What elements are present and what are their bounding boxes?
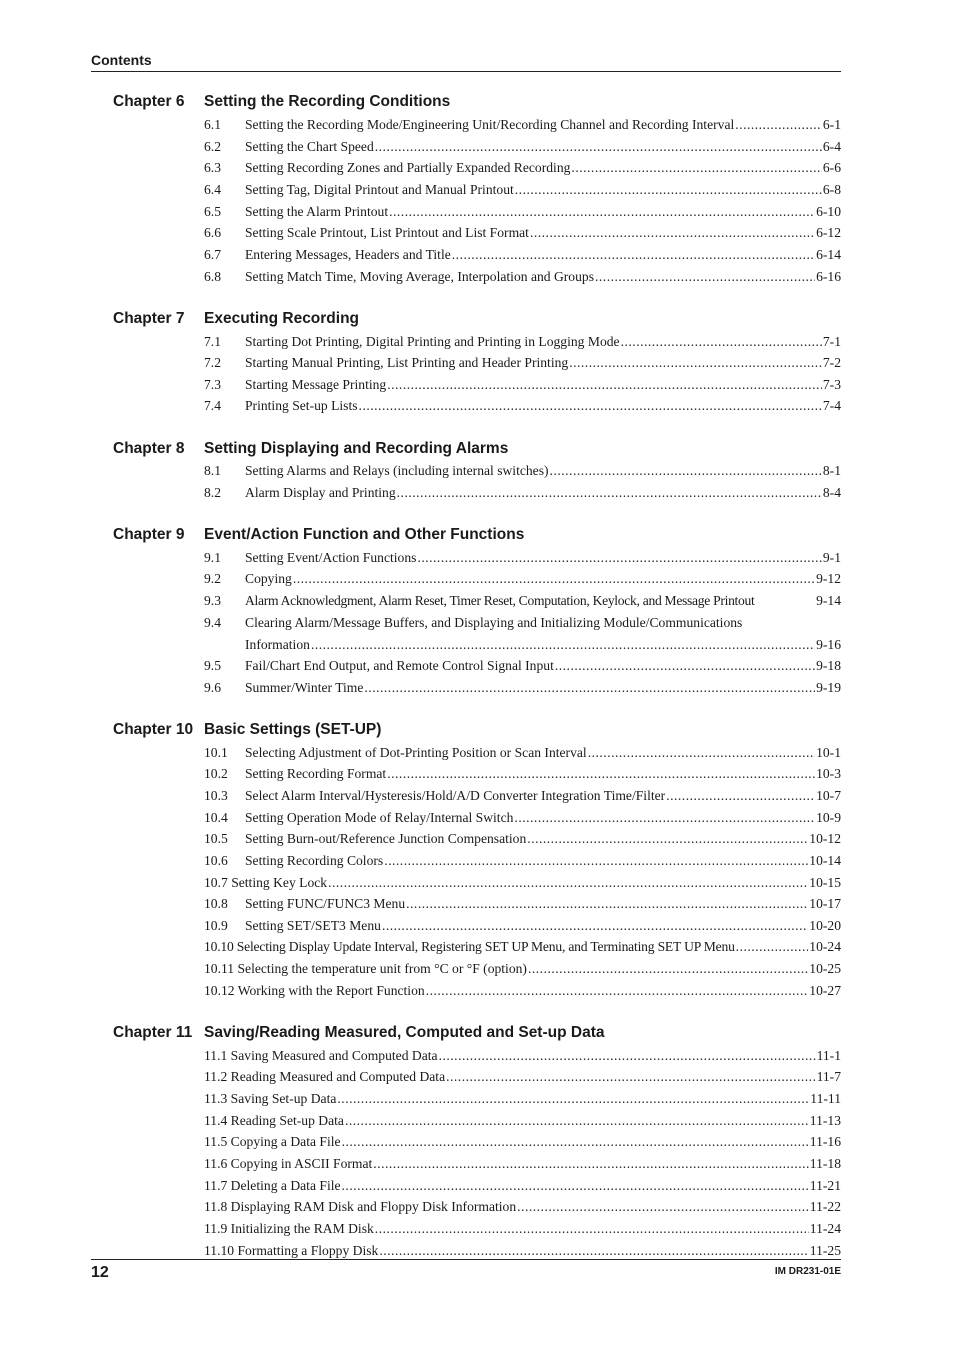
- toc-entry[interactable]: [204, 1134, 841, 1156]
- chapter-heading: [113, 310, 841, 328]
- entry-title: Setting Tag, Digital Printout and Manual Printout: [245, 182, 514, 197]
- chapter-label: Chapter 7: [113, 310, 185, 327]
- entry-title: Fail/Chart End Output, and Remote Control Signal Input: [245, 658, 554, 673]
- entry-title: Setting SET/SET3 Menu: [245, 918, 381, 933]
- dot-leader: [375, 1221, 809, 1237]
- entry-title: Setting FUNC/FUNC3 Menu: [245, 896, 406, 911]
- entry-title: Alarm Acknowledgment, Alarm Reset, Timer Reset, Computation, Keylock, and Message Printout: [245, 593, 755, 608]
- dot-leader: [569, 355, 822, 371]
- entry-title: Setting the Alarm Printout: [245, 204, 389, 219]
- chapter-title: Saving/Reading Measured, Computed and Set-up Data: [204, 1024, 605, 1041]
- chapter-heading: [113, 526, 841, 544]
- entry-title: Information: [245, 637, 310, 652]
- entry-title: 11.10 Formatting a Floppy Disk: [204, 1243, 379, 1258]
- dot-leader: [515, 182, 822, 198]
- toc-entry[interactable]: [204, 745, 841, 767]
- entry-title: Clearing Alarm/Message Buffers, and Displaying and Initializing Module/Communications: [245, 615, 743, 630]
- page-header-title: Contents: [91, 52, 152, 68]
- dot-leader: [342, 1178, 809, 1194]
- entry-page: 11-22: [809, 1199, 841, 1214]
- entry-title: 10.11 Selecting the temperature unit from °C or °F (option): [204, 961, 527, 976]
- entry-page: 10-20: [809, 918, 841, 933]
- toc-entry[interactable]: [204, 485, 841, 507]
- entry-number: 6.3: [204, 160, 221, 175]
- dot-leader: [389, 204, 815, 220]
- entry-page: 6-8: [822, 182, 841, 197]
- entry-page: 10-17: [809, 896, 841, 911]
- toc-entry[interactable]: [204, 334, 841, 356]
- entry-title: 10.10 Selecting Display Update Interval, Registering SET UP Menu, and Terminating SET UP Menu: [204, 939, 735, 954]
- entry-title: 11.3 Saving Set-up Data: [204, 1091, 337, 1106]
- dot-leader: [342, 1134, 809, 1150]
- dot-leader: [387, 766, 815, 782]
- dot-leader: [293, 571, 815, 587]
- entry-title: Setting Recording Colors: [245, 853, 384, 868]
- entry-page: 6-10: [816, 204, 841, 219]
- header-divider: [91, 71, 841, 72]
- entry-page: 6-12: [816, 225, 841, 240]
- toc-entry[interactable]: [204, 139, 841, 161]
- entry-number: 7.1: [204, 334, 221, 349]
- toc-entry[interactable]: [204, 1199, 841, 1221]
- entry-number: 10.8: [204, 896, 228, 911]
- entry-page: 10-14: [809, 853, 841, 868]
- toc-entry[interactable]: [204, 571, 841, 593]
- toc-entry[interactable]: [204, 853, 841, 875]
- entry-page: 11-13: [809, 1113, 841, 1128]
- dot-leader: [375, 139, 822, 155]
- entry-page: 11-18: [809, 1156, 841, 1171]
- entry-page: 11-1: [816, 1048, 841, 1063]
- toc-entry[interactable]: [204, 1178, 841, 1200]
- entry-page: 10-1: [816, 745, 841, 760]
- toc-entry[interactable]: [204, 658, 841, 680]
- entry-title: 11.2 Reading Measured and Computed Data: [204, 1069, 446, 1084]
- entry-title: Copying: [245, 571, 292, 586]
- dot-leader: [666, 788, 815, 804]
- entry-title: Entering Messages, Headers and Title: [245, 247, 451, 262]
- entry-title: Select Alarm Interval/Hysteresis/Hold/A/D Converter Integration Time/Filter: [245, 788, 666, 803]
- entry-number: 10.5: [204, 831, 228, 846]
- dot-leader: [517, 1199, 809, 1215]
- entry-page: 10-12: [809, 831, 841, 846]
- entry-number: 6.6: [204, 225, 221, 240]
- dot-leader: [345, 1113, 809, 1129]
- entry-page: 9-1: [822, 550, 841, 565]
- entry-page: 8-1: [822, 463, 841, 478]
- chapter-heading: [113, 93, 841, 111]
- entry-page: 8-4: [822, 485, 841, 500]
- toc-entry[interactable]: [204, 637, 841, 659]
- entry-page: 6-6: [822, 160, 841, 175]
- entry-number: 9.1: [204, 550, 221, 565]
- entry-page: 11-25: [809, 1243, 841, 1258]
- dot-leader: [382, 918, 808, 934]
- dot-leader: [530, 225, 815, 241]
- toc-entry[interactable]: [204, 961, 841, 983]
- entry-title: Printing Set-up Lists: [245, 398, 358, 413]
- page-number: 12: [91, 1264, 109, 1281]
- entry-number: 10.4: [204, 810, 228, 825]
- dot-leader: [379, 1243, 808, 1259]
- dot-leader: [328, 875, 808, 891]
- toc-entry[interactable]: [204, 615, 841, 637]
- toc-entry[interactable]: [204, 918, 841, 940]
- entry-page: 7-1: [822, 334, 841, 349]
- toc-entry[interactable]: [204, 875, 841, 897]
- dot-leader: [528, 961, 808, 977]
- entry-title: 11.9 Initializing the RAM Disk: [204, 1221, 374, 1236]
- entry-title: Setting Burn-out/Reference Junction Compensation: [245, 831, 527, 846]
- toc-entry[interactable]: [204, 1091, 841, 1113]
- chapter-title: Basic Settings (SET-UP): [204, 721, 382, 738]
- entry-title: 11.7 Deleting a Data File: [204, 1178, 341, 1193]
- entry-page: 10-3: [816, 766, 841, 781]
- entry-title: Starting Manual Printing, List Printing and Header Printing: [245, 355, 569, 370]
- toc-entry[interactable]: [204, 1221, 841, 1243]
- entry-page: 11-21: [809, 1178, 841, 1193]
- toc-entry[interactable]: [204, 377, 841, 399]
- dot-leader: [397, 485, 822, 501]
- chapter-title: Setting Displaying and Recording Alarms: [204, 440, 509, 457]
- dot-leader: [384, 853, 808, 869]
- dot-leader: [555, 658, 815, 674]
- entry-title: Setting Recording Zones and Partially Expanded Recording: [245, 160, 571, 175]
- entry-page: 9-19: [816, 680, 841, 695]
- toc-entry[interactable]: [204, 1113, 841, 1135]
- entry-number: 10.2: [204, 766, 228, 781]
- toc-entry[interactable]: [204, 463, 841, 485]
- entry-number: 9.2: [204, 571, 221, 586]
- entry-title: Starting Message Printing: [245, 377, 387, 392]
- toc-entry[interactable]: [204, 204, 841, 226]
- toc-entry[interactable]: [204, 1048, 841, 1070]
- entry-title: Setting Alarms and Relays (including internal switches): [245, 463, 549, 478]
- entry-title: Setting Match Time, Moving Average, Interpolation and Groups: [245, 269, 594, 284]
- entry-number: 6.2: [204, 139, 221, 154]
- toc-entry[interactable]: [204, 896, 841, 918]
- entry-title: Selecting Adjustment of Dot-Printing Position or Scan Interval: [245, 745, 587, 760]
- entry-title: Setting Recording Format: [245, 766, 387, 781]
- entry-number: 10.9: [204, 918, 228, 933]
- toc-entry[interactable]: [204, 1156, 841, 1178]
- dot-leader: [439, 1048, 816, 1064]
- entry-title: Summer/Winter Time: [245, 680, 364, 695]
- entry-page: 10-25: [809, 961, 841, 976]
- entry-number: 8.2: [204, 485, 221, 500]
- chapter-title: Event/Action Function and Other Functions: [204, 526, 525, 543]
- toc-entry[interactable]: [204, 1069, 841, 1091]
- dot-leader: [595, 269, 815, 285]
- entry-number: 7.4: [204, 398, 221, 413]
- chapter-heading: [113, 440, 841, 458]
- toc-entry[interactable]: [204, 398, 841, 420]
- entry-number: 6.5: [204, 204, 221, 219]
- chapter-title: Executing Recording: [204, 310, 360, 327]
- dot-leader: [426, 983, 809, 999]
- dot-leader: [359, 398, 822, 414]
- entry-number: 6.8: [204, 269, 221, 284]
- entry-number: 9.5: [204, 658, 221, 673]
- chapter-label: Chapter 10: [113, 721, 194, 738]
- toc-entry[interactable]: [204, 355, 841, 377]
- entry-page: 10-24: [809, 939, 841, 954]
- dot-leader: [736, 939, 809, 955]
- entry-page: 10-7: [816, 788, 841, 803]
- dot-leader: [417, 550, 821, 566]
- toc-entry[interactable]: [204, 766, 841, 788]
- entry-page: 6-4: [822, 139, 841, 154]
- chapter-label: Chapter 6: [113, 93, 185, 110]
- entry-page: 9-16: [816, 637, 841, 652]
- toc-entry[interactable]: [204, 225, 841, 247]
- entry-page: 7-4: [822, 398, 841, 413]
- toc-entry[interactable]: [204, 1243, 841, 1265]
- entry-page: 11-11: [810, 1091, 841, 1106]
- entry-number: 10.3: [204, 788, 228, 803]
- entry-page: 6-16: [816, 269, 841, 284]
- toc-entry[interactable]: [204, 810, 841, 832]
- entry-page: 10-15: [809, 875, 841, 890]
- entry-page: 11-7: [816, 1069, 841, 1084]
- entry-number: 7.2: [204, 355, 221, 370]
- dot-leader: [527, 831, 808, 847]
- entry-page: 9-14: [816, 593, 841, 608]
- toc-entry[interactable]: [204, 983, 841, 1005]
- dot-leader: [621, 334, 822, 350]
- dot-leader: [387, 377, 822, 393]
- toc-entry[interactable]: [204, 182, 841, 204]
- entry-title: 10.7 Setting Key Lock: [204, 875, 328, 890]
- dot-leader: [514, 810, 815, 826]
- entry-number: 10.6: [204, 853, 228, 868]
- dot-leader: [446, 1069, 815, 1085]
- entry-number: 9.3: [204, 593, 221, 608]
- entry-title: Setting the Recording Mode/Engineering Unit/Recording Channel and Recording Interval: [245, 117, 735, 132]
- toc-entry[interactable]: [204, 117, 841, 139]
- entry-page: 11-16: [809, 1134, 841, 1149]
- entry-page: 7-2: [822, 355, 841, 370]
- dot-leader: [571, 160, 821, 176]
- dot-leader: [364, 680, 815, 696]
- toc-entry[interactable]: [204, 593, 841, 615]
- entry-page: 9-18: [816, 658, 841, 673]
- toc-entry[interactable]: [204, 160, 841, 182]
- chapter-title: Setting the Recording Conditions: [204, 93, 451, 110]
- entry-title: Setting Scale Printout, List Printout and List Format: [245, 225, 529, 240]
- toc-entry[interactable]: [204, 680, 841, 702]
- entry-page: 10-9: [816, 810, 841, 825]
- dot-leader: [311, 637, 815, 653]
- entry-title: Setting Operation Mode of Relay/Internal Switch: [245, 810, 514, 825]
- entry-page: 6-14: [816, 247, 841, 262]
- dot-leader: [550, 463, 822, 479]
- entry-page: 10-27: [809, 983, 841, 998]
- entry-page: 9-12: [816, 571, 841, 586]
- entry-number: 9.4: [204, 615, 221, 630]
- dot-leader: [735, 117, 822, 133]
- entry-page: 6-1: [822, 117, 841, 132]
- toc-entry[interactable]: [204, 939, 841, 961]
- dot-leader: [337, 1091, 809, 1107]
- toc-entry[interactable]: [204, 247, 841, 269]
- toc-entry[interactable]: [204, 788, 841, 810]
- entry-title: 10.12 Working with the Report Function: [204, 983, 425, 998]
- entry-page: 11-24: [809, 1221, 841, 1236]
- toc-entry[interactable]: [204, 269, 841, 291]
- entry-number: 6.4: [204, 182, 221, 197]
- chapter-heading: [113, 1024, 841, 1042]
- entry-number: 6.7: [204, 247, 221, 262]
- entry-title: Setting Event/Action Functions: [245, 550, 417, 565]
- entry-number: 10.1: [204, 745, 228, 760]
- entry-title: 11.1 Saving Measured and Computed Data: [204, 1048, 438, 1063]
- entry-number: 9.6: [204, 680, 221, 695]
- dot-leader: [373, 1156, 808, 1172]
- toc-entry[interactable]: [204, 831, 841, 853]
- entry-title: 11.5 Copying a Data File: [204, 1134, 341, 1149]
- entry-title: 11.8 Displaying RAM Disk and Floppy Disk Information: [204, 1199, 517, 1214]
- document-id: IM DR231-01E: [774, 1266, 841, 1277]
- entry-number: 6.1: [204, 117, 221, 132]
- footer-divider: [91, 1259, 841, 1260]
- entry-number: 7.3: [204, 377, 221, 392]
- dot-leader: [452, 247, 815, 263]
- entry-title: Alarm Display and Printing: [245, 485, 396, 500]
- toc-entry[interactable]: [204, 550, 841, 572]
- chapter-heading: [113, 721, 841, 739]
- entry-title: 11.4 Reading Set-up Data: [204, 1113, 344, 1128]
- chapter-label: Chapter 8: [113, 440, 185, 457]
- chapter-label: Chapter 11: [113, 1024, 193, 1041]
- entry-page: 7-3: [822, 377, 841, 392]
- dot-leader: [406, 896, 808, 912]
- entry-number: 8.1: [204, 463, 221, 478]
- entry-title: 11.6 Copying in ASCII Format: [204, 1156, 373, 1171]
- dot-leader: [588, 745, 815, 761]
- entry-title: Starting Dot Printing, Digital Printing and Printing in Logging Mode: [245, 334, 620, 349]
- chapter-label: Chapter 9: [113, 526, 185, 543]
- entry-title: Setting the Chart Speed: [245, 139, 374, 154]
